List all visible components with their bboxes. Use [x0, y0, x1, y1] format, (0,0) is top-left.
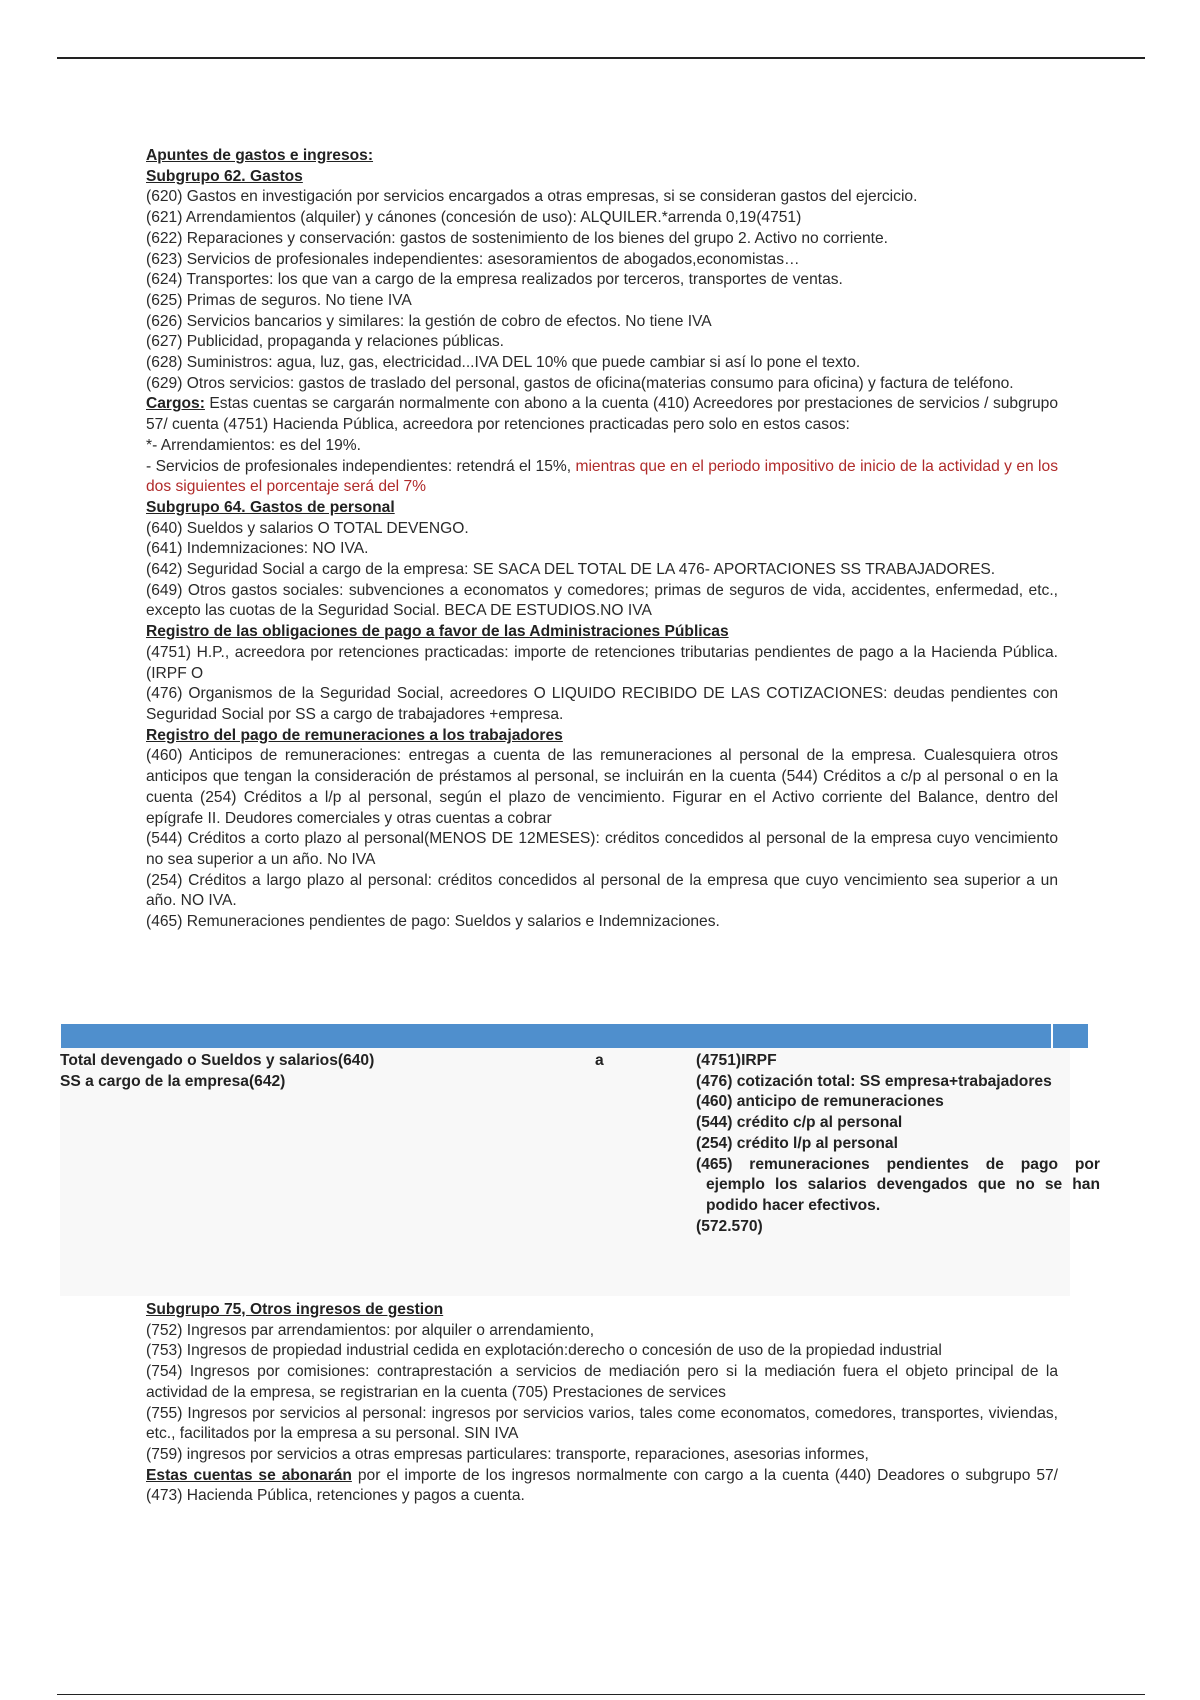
table-header-cell: [1053, 1024, 1088, 1048]
credit-line: (254) crédito l/p al personal: [696, 1134, 898, 1152]
paragraph: (640) Sueldos y salarios O TOTAL DEVENGO.: [146, 519, 469, 537]
underlined-label: Estas cuentas se abonarán: [146, 1466, 352, 1484]
section-gastos: [146, 146, 1058, 933]
journal-debit-column: [60, 1051, 480, 1092]
paragraph: (624) Transportes: los que van a cargo de la empresa realizados por terceros, transportes de ventas.: [146, 271, 843, 289]
paragraph: (753) Ingresos de propiedad industrial cedida en explotación:derecho o concesión de uso de la propiedad industrial: [146, 1342, 942, 1360]
credit-line: (4751)IRPF: [696, 1052, 777, 1069]
paragraph: (460) Anticipos de remuneraciones: entregas a cuenta de las remuneraciones al personal de la empresa. Cualesquiera otros anticipos que tengan la consideración de préstamos al personal, se incluirán en la cuenta (544) Créditos a c/p al personal o en la cuenta (254) Créditos a l/p al personal, según el plazo de vencimiento. Figurar en el Activo corriente del Balance, dentro del epígrafe II. Deudores comerciales y otras cuentas a cobrar: [146, 747, 1058, 827]
credit-line: (544) crédito c/p al personal: [696, 1114, 903, 1132]
text-run: Estas cuentas se cargarán normalmente con abono a la cuenta (410) Acreedores por prestaciones de servicios / subgrupo 57/ cuenta (4751) Hacienda Pública, acreedora por retenciones practicadas pero solo en estos casos:: [146, 395, 1058, 434]
paragraph: (629) Otros servicios: gastos de traslado del personal, gastos de oficina(materias consumo para oficina) y factura de teléfono.: [146, 374, 1014, 392]
paragraph: (544) Créditos a corto plazo al personal(MENOS DE 12MESES): créditos concedidos al personal de la empresa cuyo vencimiento no sea superior a un año. No IVA: [146, 830, 1058, 868]
paragraph: [146, 394, 1058, 435]
table-header-band: [61, 1024, 1051, 1048]
paragraph: (622) Reparaciones y conservación: gastos de sostenimiento de los bienes del grupo 2. Activo no corriente.: [146, 229, 888, 247]
paragraph: (625) Primas de seguros. No tiene IVA: [146, 291, 412, 309]
paragraph: (621) Arrendamientos (alquiler) y cánones (concesión de uso): ALQUILER.*arrenda 0,19(4751): [146, 209, 802, 227]
credit-line: (476) cotización total: SS empresa+trabajadores: [696, 1072, 1052, 1090]
paragraph: [146, 1466, 1058, 1507]
text-run: - Servicios de profesionales independientes: retendrá el 15%,: [146, 457, 576, 475]
paragraph: *- Arrendamientos: es del 19%.: [146, 436, 361, 454]
debit-line: SS a cargo de la empresa(642): [60, 1072, 286, 1090]
paragraph: (628) Suministros: agua, luz, gas, electricidad...IVA DEL 10% que puede cambiar si así lo pone el texto.: [146, 354, 861, 372]
paragraph: (754) Ingresos por comisiones: contraprestación a servicios de mediación pero si la mediación fuera el objeto principal de la actividad de la empresa, se registrarian en la cuenta (705) Prestaciones de services: [146, 1363, 1058, 1401]
section-heading: Apuntes de gastos e ingresos:: [146, 147, 374, 164]
journal-separator: a: [595, 1052, 604, 1069]
paragraph: [146, 457, 1058, 498]
section-heading: Subgrupo 64. Gastos de personal: [146, 498, 395, 516]
journal-entry: [60, 1048, 1100, 1296]
paragraph: (4751) H.P., acreedora por retenciones practicadas: importe de retenciones tributarias pendientes de pago a la Hacienda Pública.(IRPF O: [146, 643, 1058, 682]
paragraph: (476) Organismos de la Seguridad Social, acreedores O LIQUIDO RECIBIDO DE LAS COTIZACIONES: deudas pendientes con Seguridad Social por SS a cargo de trabajadores +empresa.: [146, 685, 1058, 723]
credit-line: (460) anticipo de remuneraciones: [696, 1093, 944, 1111]
section-heading: Registro del pago de remuneraciones a los trabajadores: [146, 726, 563, 744]
paragraph: (627) Publicidad, propaganda y relaciones públicas.: [146, 333, 505, 351]
highlighted-text: mientras que en el periodo impositivo de inicio de la actividad y en los dos siguientes el porcentaje será del 7%: [146, 457, 1058, 496]
paragraph: (623) Servicios de profesionales independientes: asesoramientos de abogados,economistas…: [146, 250, 800, 268]
paragraph: (626) Servicios bancarios y similares: la gestión de cobro de efectos. No tiene IVA: [146, 312, 712, 330]
section-ingresos: [146, 1300, 1058, 1507]
bottom-rule: [57, 1694, 1145, 1695]
section-heading: Subgrupo 75, Otros ingresos de gestion: [146, 1301, 444, 1318]
paragraph: (620) Gastos en investigación por servicios encargados a otras empresas, si se consideran gastos del ejercicio.: [146, 188, 918, 206]
top-rule: [57, 57, 1145, 59]
paragraph: (649) Otros gastos sociales: subvenciones a economatos y comedores; primas de seguros de vida, accidentes, enfermedad, etc., excepto las cuotas de la Seguridad Social. BECA DE ESTUDIOS.NO IVA: [146, 581, 1058, 620]
paragraph: (752) Ingresos par arrendamientos: por alquiler o arrendamiento,: [146, 1321, 595, 1339]
section-heading: Subgrupo 62. Gastos: [146, 167, 303, 185]
section-heading: Registro de las obligaciones de pago a favor de las Administraciones Públicas: [146, 623, 729, 641]
paragraph: (755) Ingresos por servicios al personal: ingresos por servicios varios, tales come economatos, comedores, transportes, viviendas, etc., facilitados por la empresa a su personal. SIN IVA: [146, 1404, 1058, 1443]
credit-line: (572.570): [696, 1217, 763, 1235]
paragraph: (642) Seguridad Social a cargo de la empresa: SE SACA DEL TOTAL DE LA 476- APORTACIONES SS TRABAJADORES.: [146, 561, 996, 579]
debit-line: Total devengado o Sueldos y salarios(640): [60, 1052, 375, 1069]
paragraph: (759) ingresos por servicios a otras empresas particulares: transporte, reparaciones, asesorias informes,: [146, 1445, 869, 1463]
paragraph: (465) Remuneraciones pendientes de pago: Sueldos y salarios e Indemnizaciones.: [146, 913, 720, 931]
text-run: por el importe de los ingresos normalmente con cargo a la cuenta (440) Deadores o subgrupo 57/ (473) Hacienda Pública, retenciones y pagos a cuenta.: [146, 1466, 1058, 1505]
underlined-label: Cargos:: [146, 395, 205, 413]
paragraph: (641) Indemnizaciones: NO IVA.: [146, 540, 369, 558]
paragraph: (254) Créditos a largo plazo al personal: créditos concedidos al personal de la empresa que cuyo vencimiento sea superior a un año. NO IVA.: [146, 871, 1058, 910]
journal-credit-column: [696, 1051, 1100, 1237]
credit-line: (465) remuneraciones pendientes de pago por ejemplo los salarios devengados que no se han podido hacer efectivos.: [696, 1155, 1100, 1214]
